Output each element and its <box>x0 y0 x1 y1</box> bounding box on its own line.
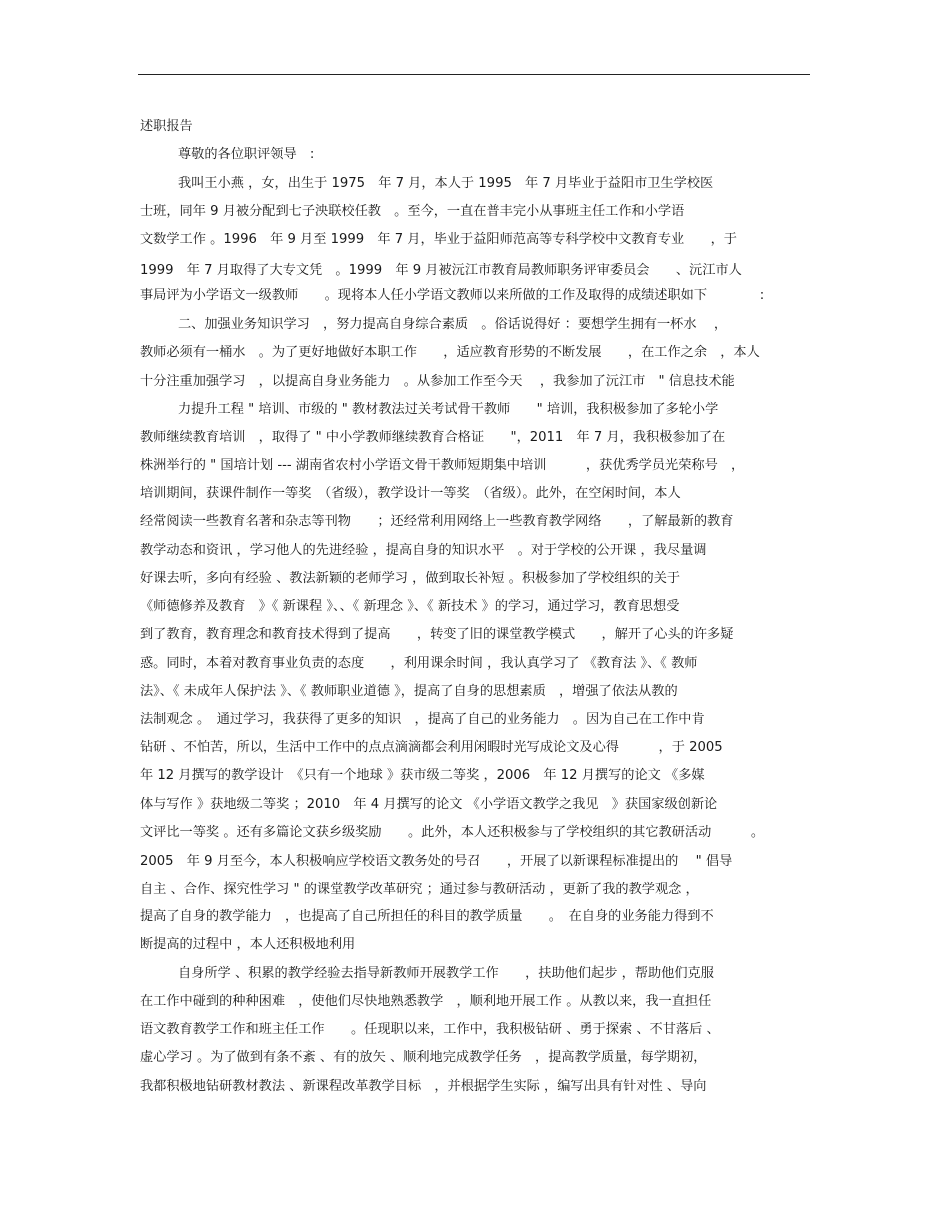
text-line: 语文教育教学工作和班主任工作 。任现职以来，工作中，我积极钻研 、勇于探索 、不甘落后 、 <box>140 1022 720 1037</box>
text-line: 1999 年 7 月取得了大专文凭 。1999 年 9 月被沅江市教育局教师职务评审委员会 、沅江市人 <box>140 263 742 278</box>
text-line: 教师继续教育培训 ，取得了 " 中小学教师继续教育合格证 "，2011 年 7 月，我积极参加了在 <box>140 430 726 445</box>
text-line: 文评比一等奖 。还有多篇论文获乡级奖励 。此外，本人还积极参与了学校组织的其它教研活动 。 <box>140 825 765 840</box>
text-line: 虚心学习 。为了做到有条不紊 、有的放矢 、顺利地完成教学任务 ，提高教学质量，每学期初， <box>140 1050 707 1065</box>
text-line: 二、加强业务知识学习 ，努力提高自身综合素质 。俗话说得好 ：要想学生拥有一杯水 ， <box>178 317 728 332</box>
text-line: 株洲举行的 " 国培计划 --- 湖南省农村小学语文骨干教师短期集中培训 ，获优秀学员光荣称号 ， <box>140 458 745 473</box>
salutation: 尊敬的各位职评领导 : <box>178 147 315 162</box>
text-line: 教师必须有一桶水 。为了更好地做好本职工作 ，适应教育形势的不断发展 ，在工作之余 ，本人 <box>140 345 760 360</box>
text-line: 2005 年 9 月至今，本人积极响应学校语文教务处的号召 ，开展了以新课程标准提出的 " 倡导 <box>140 854 733 869</box>
text-line: 惑。同时，本着对教育事业负责的态度 ，利用课余时间 ，我认真学习了 《教育法 》、《 教师 <box>140 656 698 671</box>
text-line: 士班，同年 9 月被分配到七子泱联校任教 。至今，一直在普丰完小从事班主任工作和小学语 <box>140 204 685 219</box>
document-title: 述职报告 <box>140 119 193 134</box>
text-line: 教学动态和资讯 ，学习他人的先进经验 ，提高自身的知识水平 。对于学校的公开课 ，我尽量调 <box>140 543 707 558</box>
text-line: 文数学工作 。1996 年 9 月至 1999 年 7 月，毕业于益阳师范高等专科学校中文教育专业 ，于 <box>140 232 737 247</box>
text-line: 提高了自身的教学能力 ，也提高了自己所担任的科目的教学质量 。 在自身的业务能力得到不 <box>140 909 714 924</box>
text-line: 自身所学 、积累的教学经验去指导新教师开展教学工作 ，扶助他们起步 ，帮助他们克服 <box>178 966 714 981</box>
text-line: 到了教育，教育理念和教育技术得到了提高 ，转变了旧的课堂教学模式 ，解开了心头的许多疑 <box>140 627 734 642</box>
text-line: 断提高的过程中 ，本人还积极地利用 <box>140 937 356 952</box>
text-line: 年 12 月撰写的教学设计 《只有一个地球 》获市级二等奖 ，2006 年 12 月撰写的论文 《多媒 <box>140 768 705 783</box>
text-line: 我都积极地钻研教材教法 、新课程改革教学目标 ，并根据学生实际 ，编写出具有针对性 、导向 <box>140 1079 707 1094</box>
text-line: 力提升工程 " 培训、市级的 " 教材教法过关考试骨干教师 " 培训，我积极参加了多轮小学 <box>178 402 719 417</box>
text-line: 好课去听，多向有经验 、教法新颖的老师学习 ，做到取长补短 。积极参加了学校组织的关于 <box>140 571 681 586</box>
text-line: 法制观念 。 通过学习，我获得了更多的知识 ，提高了自己的业务能力 。因为自己在工作中肯 <box>140 712 705 727</box>
text-line: 法》、《 未成年人保护法 》、《 教师职业道德 》，提高了自身的思想素质 ，增强了依法从教的 <box>140 684 678 699</box>
text-line: 钻研 、不怕苦，所以，生活中工作中的点点滴滴都会利用闲暇时光写成论文及心得 ，于 2005 <box>140 740 723 755</box>
text-line: 事局评为小学语文一级教师 。现将本人任小学语文教师以来所做的工作及取得的成绩述职如下 : <box>140 288 765 303</box>
text-line: 《师德修养及教育 》《 新课程 》、、《 新理念 》、《 新技术 》的学习，通过学习，教育思想受 <box>140 599 680 614</box>
text-line: 自主 、合作、探究性学习 " 的课堂教学改革研究 ；通过参与教研活动 ，更新了我的教学观念 ， <box>140 882 699 897</box>
text-line: 体与写作 》获地级二等奖 ；2010 年 4 月撰写的论文 《小学语文教学之我见 》获国家级创新论 <box>140 797 718 812</box>
text-line: 在工作中碰到的种种困难 ，使他们尽快地熟悉教学 ，顺利地开展工作 。从教以来，我一直担任 <box>140 994 712 1009</box>
text-line: 培训期间，获课件制作一等奖 （省级），教学设计一等奖 （省级）。此外，在空闲时间，本人 <box>140 486 681 501</box>
text-line: 我叫王小燕 ，女，出生于 1975 年 7 月，本人于 1995 年 7 月毕业于益阳市卫生学校医 <box>178 176 714 191</box>
text-line: 经常阅读一些教育名著和杂志等刊物 ；还经常利用网络上一些教育教学网络 ，了解最新的教育 <box>140 514 734 529</box>
text-line: 十分注重加强学习 ，以提高自身业务能力 。从参加工作至今天 ，我参加了沅江市 " 信息技术能 <box>140 374 735 389</box>
